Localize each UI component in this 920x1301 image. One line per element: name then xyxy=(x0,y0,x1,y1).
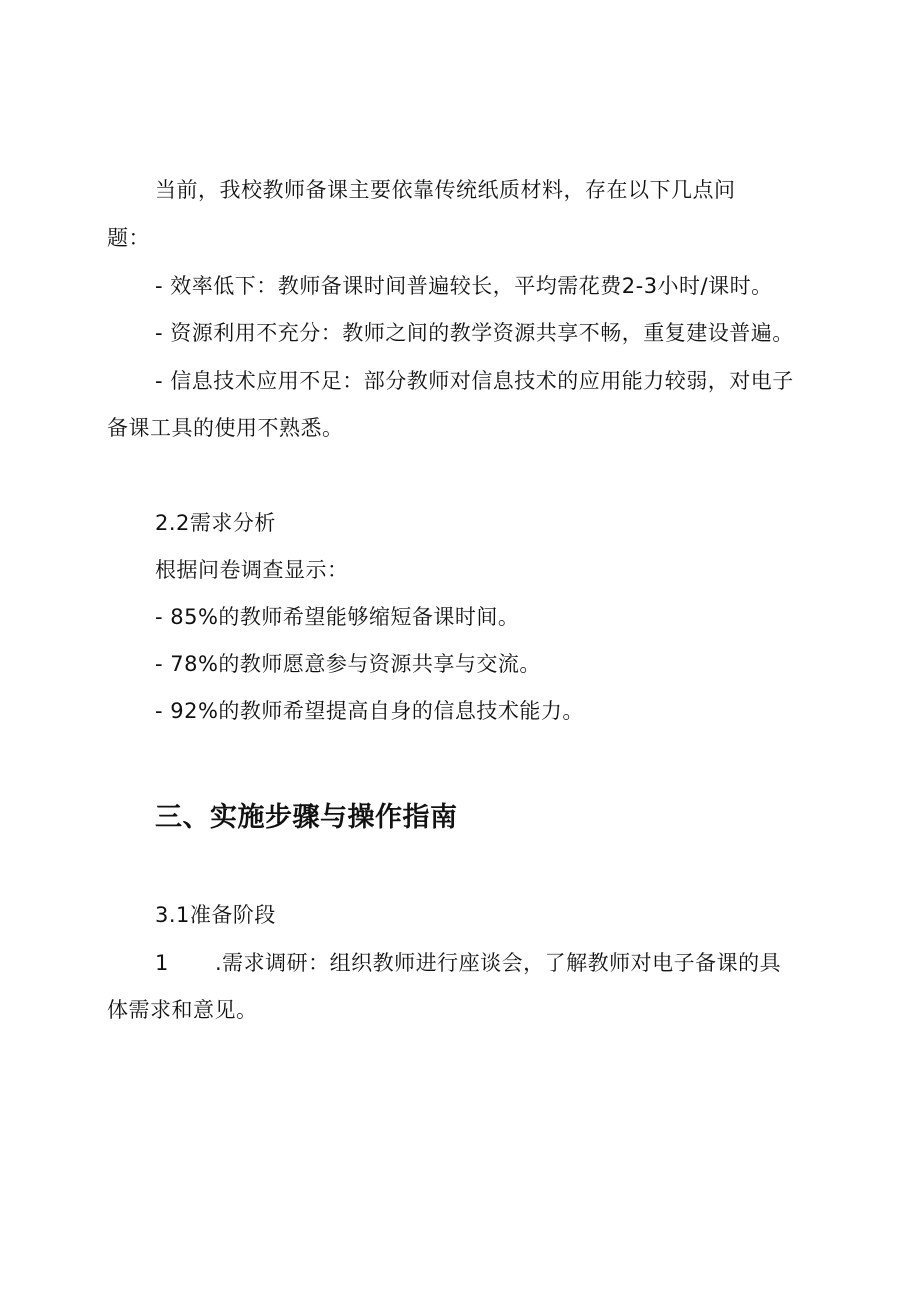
chapter-title-3: 三、实施步骤与操作指南 xyxy=(155,802,458,833)
list-item-1-text: .需求调研：组织教师进行座谈会，了解教师对电子备课的具 xyxy=(215,951,782,975)
bullet-efficiency-low: - 效率低下：教师备课时间普遍较长，平均需花费2-3小时/课时。 xyxy=(155,274,773,298)
bullet-resource-underused: - 资源利用不充分：教师之间的教学资源共享不畅，重复建设普遍。 xyxy=(155,321,794,345)
paragraph-current-situation-line1: 当前，我校教师备课主要依靠传统纸质材料，存在以下几点问 xyxy=(155,178,736,202)
survey-bullet-shorten-time: - 85%的教师希望能够缩短备课时间。 xyxy=(155,605,520,629)
section-title-2-2: 2.2需求分析 xyxy=(155,511,276,535)
survey-bullet-resource-sharing: - 78%的教师愿意参与资源共享与交流。 xyxy=(155,652,541,676)
list-item-1-continued: 体需求和意见。 xyxy=(107,998,258,1022)
paragraph-current-situation-line2: 题： xyxy=(107,226,150,250)
list-item-1 xyxy=(155,949,781,977)
section-title-3-1: 3.1准备阶段 xyxy=(155,903,276,927)
survey-bullet-it-ability: - 92%的教师希望提高自身的信息技术能力。 xyxy=(155,699,584,723)
survey-intro: 根据问卷调查显示： xyxy=(155,558,349,582)
list-item-1-number: 1 xyxy=(155,951,169,975)
bullet-it-insufficient-continued: 备课工具的使用不熟悉。 xyxy=(107,416,344,440)
bullet-it-insufficient: - 信息技术应用不足：部分教师对信息技术的应用能力较弱，对电子 xyxy=(155,369,794,393)
